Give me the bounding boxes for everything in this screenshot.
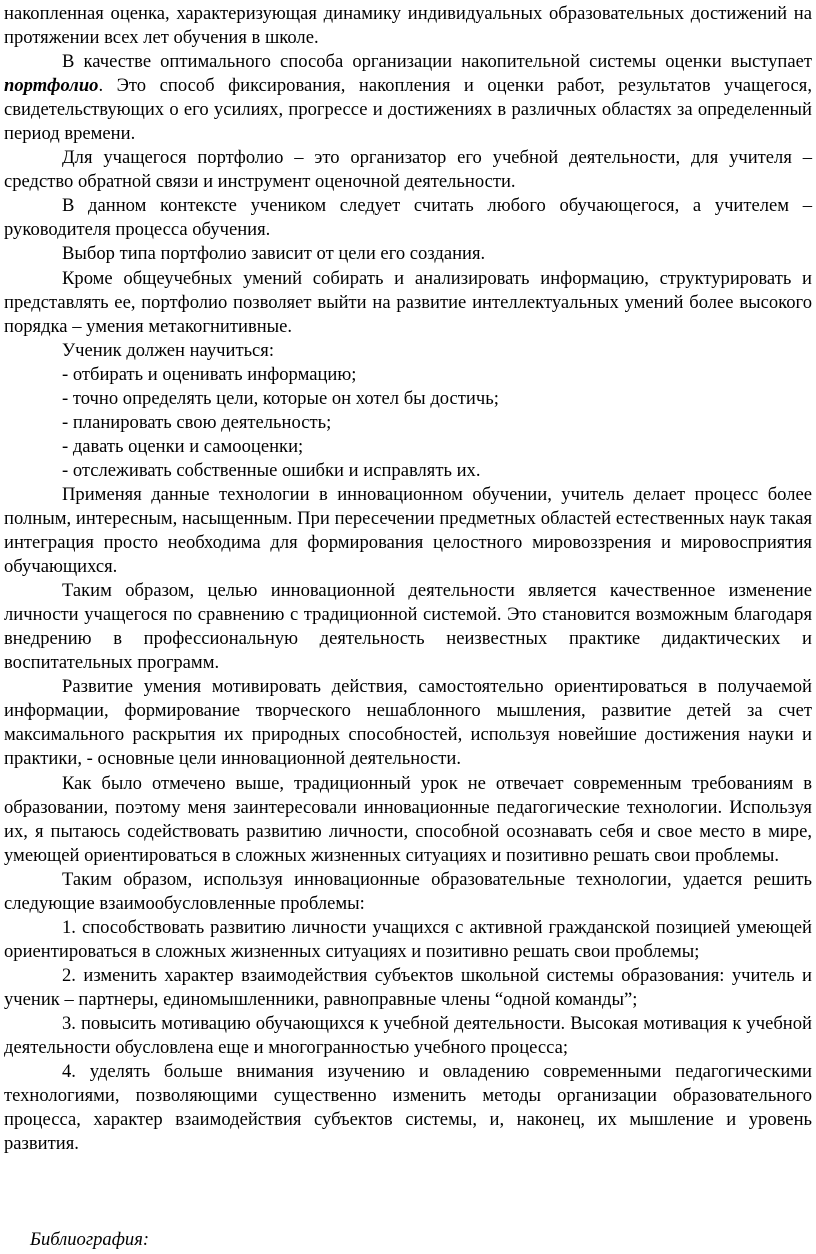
bibliography-heading: Библиография: xyxy=(30,1229,150,1250)
list-item: - точно определять цели, которые он хотел бы достичь; xyxy=(62,387,499,409)
list-item: - отслеживать собственные ошибки и исправлять их. xyxy=(62,459,481,481)
paragraph: Применяя данные технологии в инновационном обучении, учитель делает процесс более полным, интересным, насыщенным. При пересечении предметных областей естественных наук такая интеграция просто необходима для формирования целостного мировоззрения и мировосприятия обучающихся. xyxy=(4,483,812,578)
paragraph: Как было отмечено выше, традиционный урок не отвечает современным требованиям в образовании, поэтому меня заинтересовали инновационные педагогические технологии. Используя их, я пытаюсь содействовать развитию личности, способной осознавать себя и свое место в мире, умеющей ориентироваться в сложных жизненных ситуациях и позитивно решать свои проблемы. xyxy=(4,772,812,866)
paragraph: В данном контексте учеником следует считать любого обучающегося, а учителем – руководителя процесса обучения. xyxy=(4,195,812,241)
paragraph: Кроме общеучебных умений собирать и анализировать информацию, структурировать и представлять ее, портфолио позволяет выйти на развитие интеллектуальных умений более высокого порядка – умения метакогнитивные. xyxy=(4,267,812,337)
list-item: - давать оценки и самооценки; xyxy=(62,435,304,457)
paragraph-portfolio-definition xyxy=(4,50,812,146)
list-item: - отбирать и оценивать информацию; xyxy=(62,363,357,385)
numbered-item: 2. изменить характер взаимодействия субъектов школьной системы образования: учитель и ученик – партнеры, единомышленники, равноправные члены “одной команды”; xyxy=(4,964,812,1010)
paragraph-continuation: накопленная оценка, характеризующая динамику индивидуальных образовательных достижений на протяжении всех лет обучения в школе. xyxy=(4,3,812,49)
numbered-item: 4. уделять больше внимания изучению и овладению современными педагогическими технологиями, позволяющими существенно изменить методы организации образовательного процесса, характер взаимодействия субъектов системы, и, наконец, их мышление и уровень развития. xyxy=(4,1061,812,1155)
list-item: - планировать свою деятельность; xyxy=(62,411,332,433)
paragraph-text: . Это способ фиксирования, накопления и оценки работ, результатов учащегося, свидетельствующих о его усилиях, прогрессе и достижениях в различных областях за определенный период времени. xyxy=(4,75,812,145)
numbered-item: 3. повысить мотивацию обучающихся к учебной деятельности. Высокая мотивация к учебной деятельности обусловлена еще и многогранностью учебного процесса; xyxy=(4,1012,812,1059)
document-page xyxy=(0,2,816,1156)
paragraph: Для учащегося портфолио – это организатор его учебной деятельности, для учителя – средство обратной связи и инструмент оценочной деятельности. xyxy=(4,147,812,193)
paragraph: Таким образом, используя инновационные образовательные технологии, удается решить следующие взаимообусловленные проблемы: xyxy=(4,868,812,914)
paragraph: Таким образом, целью инновационной деятельности является качественное изменение личности учащегося по сравнению с традиционной системой. Это становится возможным благодаря внедрению в профессиональную деятельность неизвестных практике дидактических и воспитательных программ. xyxy=(4,580,812,674)
paragraph: Выбор типа портфолио зависит от цели его создания. xyxy=(62,243,486,265)
paragraph: Ученик должен научиться: xyxy=(62,339,275,361)
numbered-item: 1. способствовать развитию личности учащихся с активной гражданской позицией умеющей ориентироваться в сложных жизненных ситуациях и позитивно решать свои проблемы; xyxy=(4,916,812,962)
paragraph: Развитие умения мотивировать действия, самостоятельно ориентироваться в получаемой информации, формирование творческого нешаблонного мышления, развитие детей за счет максимального раскрытия их природных способностей, используя новейшие достижения науки и практики, - основные цели инновационной деятельности. xyxy=(4,676,812,770)
paragraph-text: В качестве оптимального способа организации накопительной системы оценки выступает xyxy=(62,51,812,73)
emphasis-term: портфолио xyxy=(4,75,99,97)
